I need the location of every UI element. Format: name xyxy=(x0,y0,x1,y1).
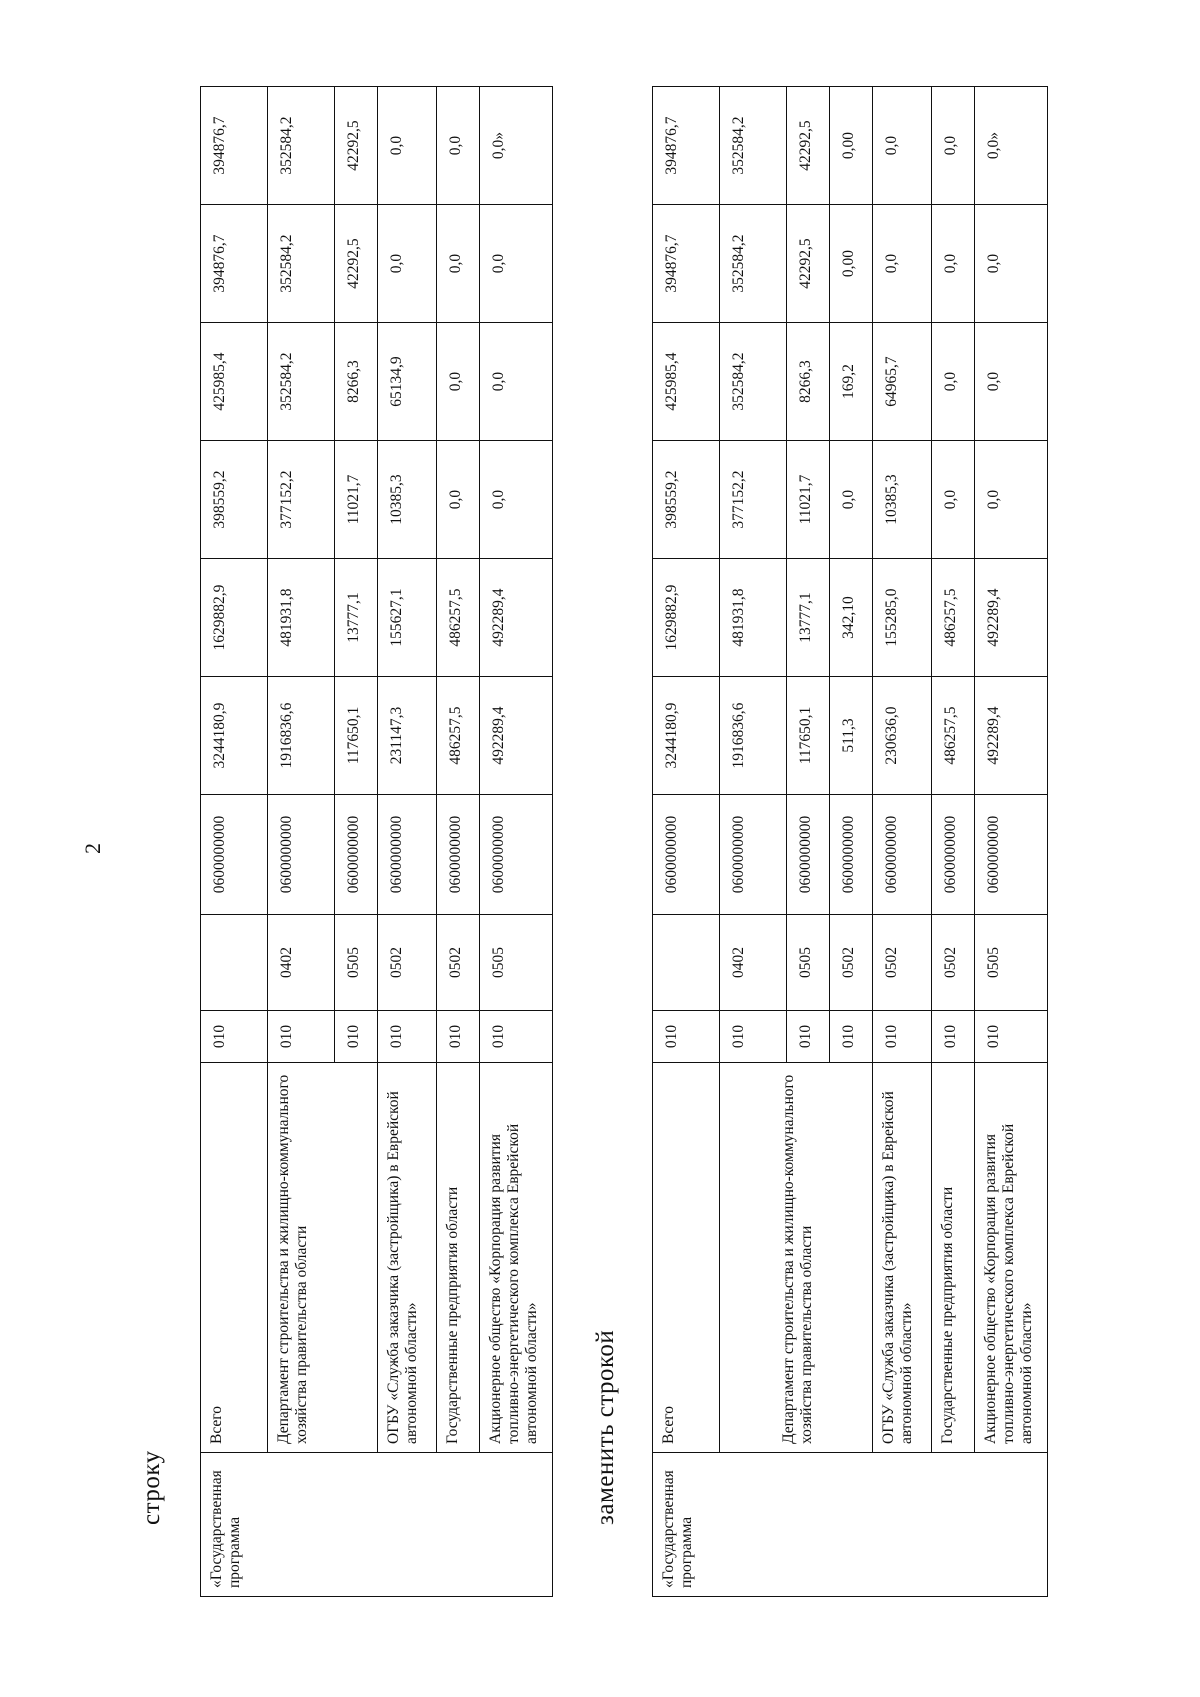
table-cell-name: Департамент строительства и жилищно-коммунального хозяйства правительства области xyxy=(720,1063,873,1453)
table-cell-name: Государственные предприятия области xyxy=(437,1063,480,1453)
table-cell-value: 0,0 xyxy=(975,205,1048,323)
table-cell-value: 13777,1 xyxy=(335,559,378,677)
table-cell-name: Департамент строительства и жилищно-коммунального хозяйства правительства области xyxy=(268,1063,378,1453)
table-cell-rz: 0502 xyxy=(873,915,932,1011)
table-cell-csr: 0600000000 xyxy=(201,795,268,915)
table-cell-value: 0,0 xyxy=(873,87,932,205)
table-cell-name: ОГБУ «Служба заказчика (застройщика) в Еврейской автономной области» xyxy=(873,1063,932,1453)
table-cell-value: 42292,5 xyxy=(787,87,830,205)
table-cell-value: 486257,5 xyxy=(932,677,975,795)
table-cell-value: 352584,2 xyxy=(268,87,335,205)
table-cell-value: 155285,0 xyxy=(873,559,932,677)
table-cell-value: 8266,3 xyxy=(335,323,378,441)
table-cell-value: 486257,5 xyxy=(437,677,480,795)
table-cell-value: 1629882,9 xyxy=(201,559,268,677)
table-cell-grbs: 010 xyxy=(480,1011,553,1063)
table-row xyxy=(268,87,335,1597)
table-cell-value: 13777,1 xyxy=(787,559,830,677)
table-cell-value: 169,2 xyxy=(830,323,873,441)
table-cell-value: 352584,2 xyxy=(720,87,787,205)
table-cell-value: 42292,5 xyxy=(787,205,830,323)
table-row xyxy=(437,87,480,1597)
table-cell-rz: 0505 xyxy=(975,915,1048,1011)
table-cell-name: Акционерное общество «Корпорация развития топливно-энергетического комплекса Еврейской автономной области» xyxy=(975,1063,1048,1453)
table-cell-value: 398559,2 xyxy=(201,441,268,559)
heading-replace-with: заменить строкой xyxy=(592,1329,619,1525)
table-cell-rz: 0505 xyxy=(480,915,553,1011)
table-cell-value: 0,0 xyxy=(830,441,873,559)
table-cell-value: 11021,7 xyxy=(335,441,378,559)
table-cell-value: 0,0 xyxy=(873,205,932,323)
table-cell-value: 11021,7 xyxy=(787,441,830,559)
table-cell-value: 352584,2 xyxy=(720,205,787,323)
table-cell-value: 492289,4 xyxy=(975,677,1048,795)
table-cell-value: 492289,4 xyxy=(480,559,553,677)
table-row xyxy=(653,87,720,1597)
page-number: 2 xyxy=(80,843,105,854)
table-cell-value: 42292,5 xyxy=(335,87,378,205)
table-cell-value: 155627,1 xyxy=(378,559,437,677)
table-cell-rz xyxy=(201,915,268,1011)
table-cell-rz: 0502 xyxy=(378,915,437,1011)
table-row xyxy=(873,87,932,1597)
table-cell-value: 0,0 xyxy=(480,441,553,559)
table-cell-value: 377152,2 xyxy=(720,441,787,559)
table-cell-value: 1629882,9 xyxy=(653,559,720,677)
table-cell-value: 481931,8 xyxy=(720,559,787,677)
table-cell-csr: 0600000000 xyxy=(378,795,437,915)
table-cell-value: 492289,4 xyxy=(975,559,1048,677)
table-cell-value: 0,0 xyxy=(932,441,975,559)
table-cell-value: 10385,3 xyxy=(378,441,437,559)
table-cell-value: 486257,5 xyxy=(437,559,480,677)
table-row xyxy=(201,87,268,1597)
table-cell-value: 394876,7 xyxy=(653,205,720,323)
table-cell-name: Всего xyxy=(201,1063,268,1453)
table-cell-value: 0,0 xyxy=(437,441,480,559)
program-label-cell: «Государственная программа xyxy=(653,1453,1048,1597)
table-cell-value: 481931,8 xyxy=(268,559,335,677)
table-cell-value: 117650,1 xyxy=(335,677,378,795)
table-row xyxy=(932,87,975,1597)
table-cell-csr: 0600000000 xyxy=(653,795,720,915)
table-cell-value: 394876,7 xyxy=(201,87,268,205)
table-cell-rz: 0402 xyxy=(268,915,335,1011)
table-cell-value: 230636,0 xyxy=(873,677,932,795)
table-cell-value: 352584,2 xyxy=(268,323,335,441)
table-cell-value: 0,0 xyxy=(932,323,975,441)
program-label-cell: «Государственная программа xyxy=(201,1453,553,1597)
table-cell-value: 0,0 xyxy=(437,205,480,323)
table-cell-value: 42292,5 xyxy=(335,205,378,323)
table-row xyxy=(378,87,437,1597)
table-cell-name: Акционерное общество «Корпорация развития топливно-энергетического комплекса Еврейской автономной области» xyxy=(480,1063,553,1453)
table-cell-value: 486257,5 xyxy=(932,559,975,677)
table-cell-value: 0,0 xyxy=(378,205,437,323)
table-row xyxy=(720,87,787,1597)
table-cell-value: 0,0» xyxy=(975,87,1048,205)
table-cell-grbs: 010 xyxy=(830,1011,873,1063)
table-cell-csr: 0600000000 xyxy=(787,795,830,915)
table-cell-value: 398559,2 xyxy=(653,441,720,559)
table-cell-csr: 0600000000 xyxy=(268,795,335,915)
table-cell-name: Всего xyxy=(653,1063,720,1453)
table-cell-grbs: 010 xyxy=(378,1011,437,1063)
table-cell-value: 425985,4 xyxy=(653,323,720,441)
table-cell-value: 0,00 xyxy=(830,205,873,323)
table-cell-rz: 0502 xyxy=(830,915,873,1011)
table-cell-value: 231147,3 xyxy=(378,677,437,795)
table-cell-csr: 0600000000 xyxy=(335,795,378,915)
table-cell-value: 8266,3 xyxy=(787,323,830,441)
table-cell-rz: 0505 xyxy=(787,915,830,1011)
table-cell-grbs: 010 xyxy=(437,1011,480,1063)
table-cell-grbs: 010 xyxy=(932,1011,975,1063)
table-row xyxy=(480,87,553,1597)
table-cell-csr: 0600000000 xyxy=(480,795,553,915)
table-cell-value: 394876,7 xyxy=(653,87,720,205)
table-cell-value: 492289,4 xyxy=(480,677,553,795)
table-cell-value: 10385,3 xyxy=(873,441,932,559)
table-cell-rz: 0502 xyxy=(932,915,975,1011)
table-cell-value: 0,0 xyxy=(975,323,1048,441)
table-cell-csr: 0600000000 xyxy=(932,795,975,915)
table-cell-value: 394876,7 xyxy=(201,205,268,323)
table-cell-name: Государственные предприятия области xyxy=(932,1063,975,1453)
table-cell-value: 0,0 xyxy=(480,205,553,323)
table-cell-value: 0,0 xyxy=(378,87,437,205)
table-old-row xyxy=(200,86,553,1597)
table-cell-value: 0,00 xyxy=(830,87,873,205)
table-cell-csr: 0600000000 xyxy=(830,795,873,915)
table-cell-value: 342,10 xyxy=(830,559,873,677)
table-row xyxy=(975,87,1048,1597)
heading-replace-row: строку xyxy=(138,1450,165,1525)
table-cell-rz xyxy=(653,915,720,1011)
table-cell-csr: 0600000000 xyxy=(437,795,480,915)
table-cell-value: 0,0 xyxy=(480,323,553,441)
table-cell-value: 352584,2 xyxy=(268,205,335,323)
table-cell-value: 0,0» xyxy=(480,87,553,205)
table-cell-value: 1916836,6 xyxy=(720,677,787,795)
table-cell-value: 1916836,6 xyxy=(268,677,335,795)
table-cell-rz: 0502 xyxy=(437,915,480,1011)
table-cell-value: 377152,2 xyxy=(268,441,335,559)
table-cell-grbs: 010 xyxy=(653,1011,720,1063)
table-cell-value: 425985,4 xyxy=(201,323,268,441)
table-cell-grbs: 010 xyxy=(975,1011,1048,1063)
table-cell-rz: 0505 xyxy=(335,915,378,1011)
table-cell-value: 64965,7 xyxy=(873,323,932,441)
table-cell-grbs: 010 xyxy=(335,1011,378,1063)
table-cell-value: 65134,9 xyxy=(378,323,437,441)
table-cell-value: 117650,1 xyxy=(787,677,830,795)
table-cell-name: ОГБУ «Служба заказчика (застройщика) в Еврейской автономной области» xyxy=(378,1063,437,1453)
table-cell-rz: 0402 xyxy=(720,915,787,1011)
table-cell-value: 0,0 xyxy=(932,205,975,323)
table-cell-value: 352584,2 xyxy=(720,323,787,441)
table-new-row xyxy=(652,86,1048,1597)
table-cell-grbs: 010 xyxy=(268,1011,335,1063)
table-cell-value: 0,0 xyxy=(975,441,1048,559)
table-cell-csr: 0600000000 xyxy=(975,795,1048,915)
table-cell-value: 3244180,9 xyxy=(653,677,720,795)
table-cell-value: 3244180,9 xyxy=(201,677,268,795)
table-cell-value: 511,3 xyxy=(830,677,873,795)
table-cell-value: 0,0 xyxy=(437,323,480,441)
table-cell-csr: 0600000000 xyxy=(720,795,787,915)
table-cell-grbs: 010 xyxy=(201,1011,268,1063)
table-cell-value: 0,0 xyxy=(932,87,975,205)
table-cell-grbs: 010 xyxy=(720,1011,787,1063)
table-cell-grbs: 010 xyxy=(787,1011,830,1063)
table-cell-grbs: 010 xyxy=(873,1011,932,1063)
table-cell-csr: 0600000000 xyxy=(873,795,932,915)
table-cell-value: 0,0 xyxy=(437,87,480,205)
